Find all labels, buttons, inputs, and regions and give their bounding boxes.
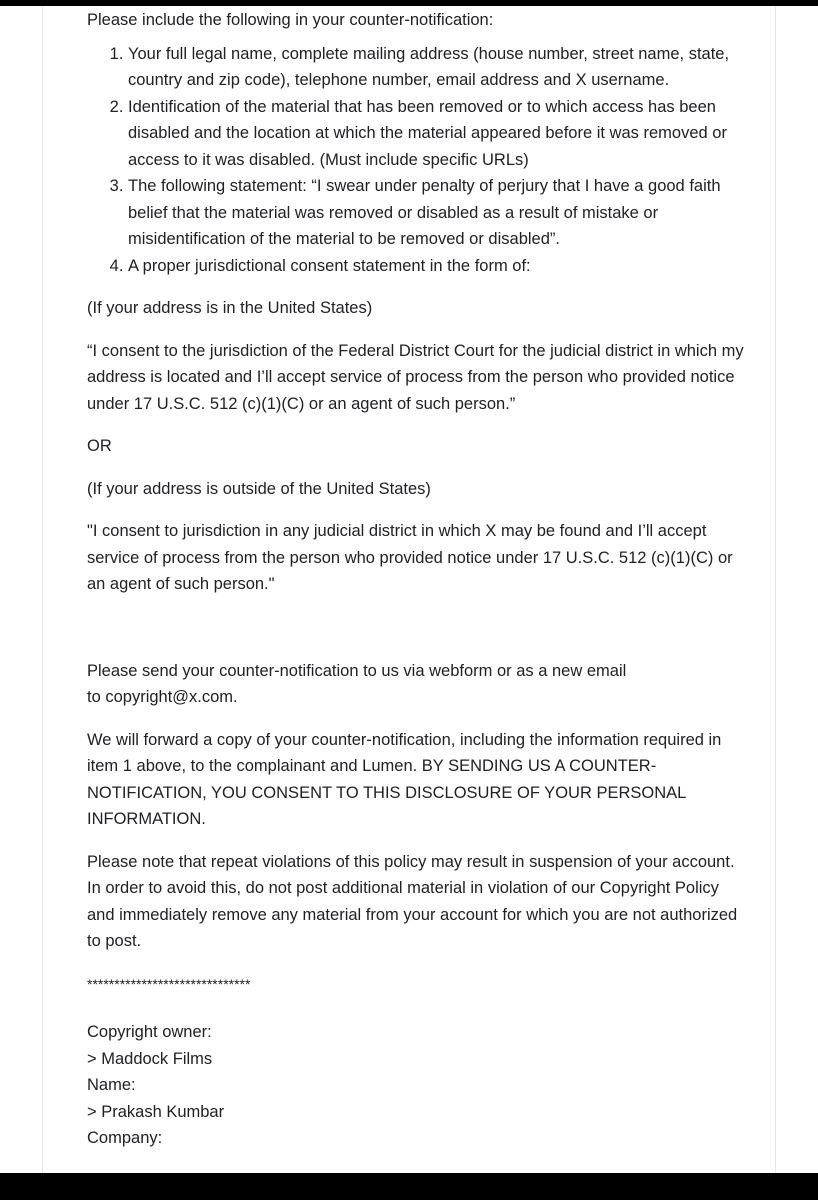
requirement-item: 3. The following statement: “I swear under penalty of perjury that I have a good faith belief that the material was removed or disabled as a result of mistake or misidentification of the material to be removed or disabled”. — [128, 173, 747, 253]
non-us-consent-statement: "I consent to jurisdiction in any judicial district in which X may be found and I’ll accept service of process from the person who provided notice under 17 U.S.C. 512 (c)(1)(C) or an agent of such person." — [87, 522, 733, 593]
requirement-item: 2. Identification of the material that has been removed or to which access has been disabled and the location at which the material appeared before it was removed or access to it was disabled. (Must include specific URLs) — [128, 94, 747, 174]
requirement-item: 4. A proper jurisdictional consent statement in the form of: — [128, 253, 747, 280]
separator-stars: ****************************** — [87, 975, 251, 992]
email-body — [87, 7, 747, 1152]
or-separator: OR — [87, 437, 112, 455]
send-line-2: to copyright@x.com. — [87, 688, 238, 706]
company-label: Company: — [87, 1129, 163, 1147]
intro-text: Please include the following in your counter-notification: — [87, 11, 494, 29]
send-instructions — [87, 658, 747, 711]
us-consent-statement: “I consent to the jurisdiction of the Federal District Court for the judicial district in which my address is located and I’ll accept service of process from the person who provided notice under 17 U.S.C. 512 (c)(1)(C) or an agent of such person.” — [87, 341, 744, 413]
forward-notice: We will forward a copy of your counter-notification, including the information required in item 1 above, to the complainant and Lumen. BY SENDING US A COUNTER-NOTIFICATION, YOU CONSENT TO THIS DISCLOSURE OF YOUR PERSONAL INFORMATION. — [87, 730, 722, 828]
repeat-violation-notice: Please note that repeat violations of this policy may result in suspension of your account. In order to avoid this, do not post additional material in violation of our Copyright Policy and immediately remove any material from your account for which you are not authorized to post. — [87, 852, 738, 950]
us-heading: (If your address is in the United States) — [87, 299, 373, 317]
non-us-heading: (If your address is outside of the United States) — [87, 479, 431, 498]
send-line-1: Please send your counter-notification to us via webform or as a new email — [87, 661, 627, 680]
copyright-owner-value: > Maddock Films — [87, 1049, 213, 1068]
claim-details — [87, 1019, 747, 1152]
requirements-list — [87, 41, 747, 280]
copyright-owner-label: Copyright owner: — [87, 1023, 212, 1041]
requirement-item: 1. Your full legal name, complete mailing address (house number, street name, state, country and zip code), telephone number, email address and X username. — [128, 41, 747, 94]
bottom-screen-edge — [0, 1173, 818, 1200]
name-label: Name: — [87, 1076, 136, 1094]
name-value: > Prakash Kumbar — [87, 1102, 225, 1121]
